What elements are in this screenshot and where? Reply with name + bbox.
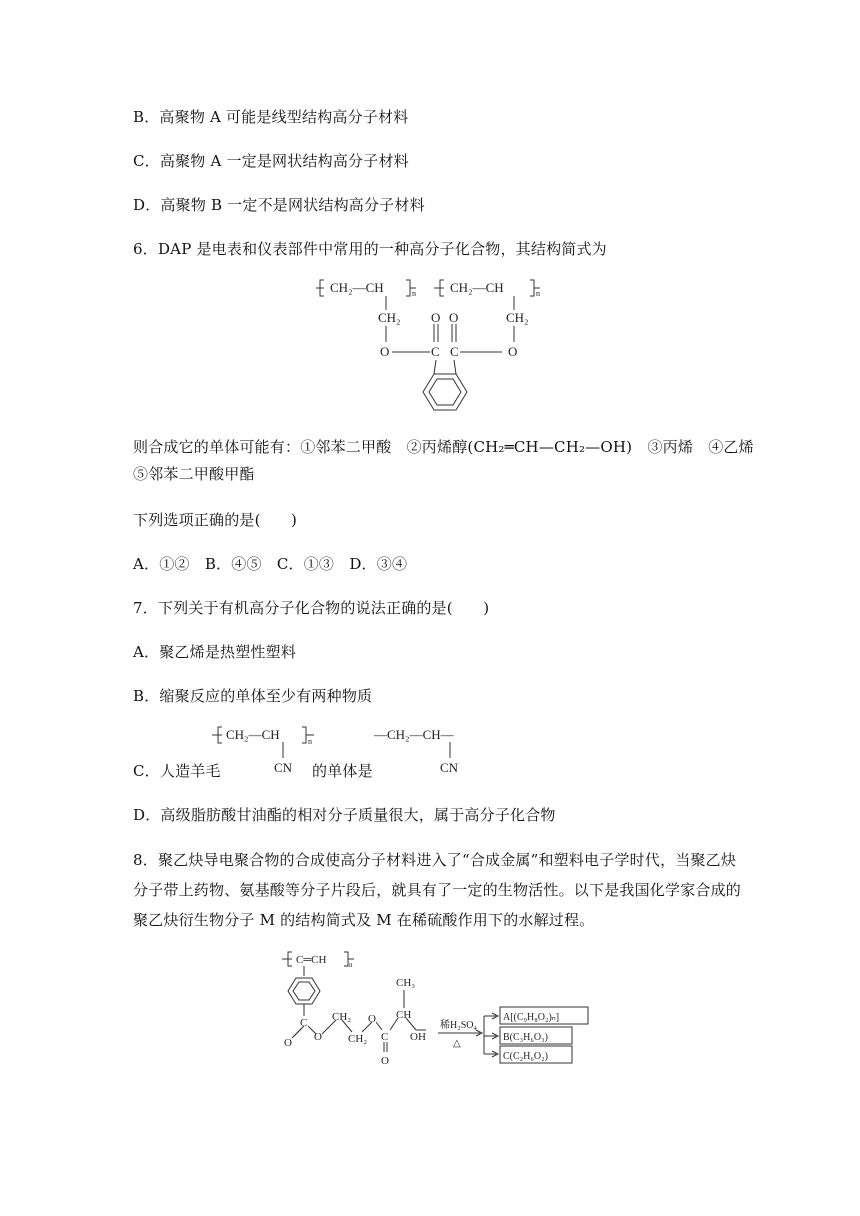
product-a: A[(C₉H₈O₂)ₙ] — [503, 1012, 560, 1023]
q5-option-d: D．高聚物 B 一定不是网状结构高分子材料 — [133, 196, 425, 214]
q6-stem: 6．DAP 是电表和仪表部件中常用的一种高分子化合物，其结构简式为 — [133, 240, 607, 258]
m-ester2-c: C — [381, 1031, 389, 1043]
monomer-cn: CN — [440, 760, 459, 775]
pan-cn: CN — [274, 760, 293, 775]
m-ch2-2: CH₂ — [348, 1033, 368, 1045]
m-n: n — [349, 961, 353, 969]
dap-right-unit: CH₂—CH — [450, 280, 504, 295]
heat-symbol: △ — [453, 1038, 461, 1049]
m-ch3: CH₃ — [396, 977, 416, 989]
m-ch2-1: CH₂ — [332, 1011, 352, 1023]
product-c: C(C₂H₆O₂) — [503, 1051, 548, 1062]
polymer-m-hydrolysis-scheme — [282, 944, 592, 1070]
pan-chain: CH₂—CH — [226, 727, 280, 742]
q7-option-c-middle: 的单体是 — [312, 762, 373, 780]
product-b: B(C₃H₆O₃) — [503, 1032, 548, 1043]
q8-line2: 分子带上药物、氨基酸等分子片段后，就具有了一定的生物活性。以下是我国化学家合成的 — [133, 881, 742, 899]
monomer-chain: —CH₂—CH— — [374, 727, 454, 742]
q8-line3: 聚乙炔衍生物分子 M 的结构简式及 M 在稀硫酸作用下的水解过程。 — [133, 911, 595, 929]
dap-carbon-1: C — [431, 344, 440, 359]
acrylonitrile-structure — [372, 722, 492, 782]
m-ether-o: O — [368, 1013, 376, 1025]
q7-option-a: A．聚乙烯是热塑性塑料 — [133, 643, 297, 661]
q5-option-c: C．高聚物 A 一定是网状结构高分子材料 — [133, 152, 409, 170]
q6-monomers-line2: ⑤邻苯二甲酸甲酯 — [133, 465, 255, 483]
m-ch: CH — [396, 1009, 412, 1021]
reagent-label: 稀H₂SO₄ — [440, 1020, 477, 1031]
pan-n: n — [308, 737, 312, 746]
m-oh: OH — [410, 1031, 426, 1043]
dap-left-o: O — [380, 344, 390, 359]
m-ester-carbonyl-o: O — [284, 1037, 292, 1049]
q8-line1: 8．聚乙炔导电聚合物的合成使高分子材料进入了“合成金属”和塑料电子学时代，当聚乙炔 — [133, 851, 737, 869]
dap-carbon-2: C — [450, 344, 459, 359]
dap-carbonyl-o-2: O — [449, 310, 459, 325]
dap-structure — [316, 274, 556, 414]
q6-prompt: 下列选项正确的是( ) — [133, 511, 298, 529]
dap-left-unit: CH₂—CH — [330, 280, 384, 295]
dap-left-n: n — [412, 289, 416, 298]
q7-option-c-prefix: C．人造羊毛 — [133, 762, 221, 780]
q7-option-b: B．缩聚反应的单体至少有两种物质 — [133, 687, 373, 705]
q5-option-b: B．高聚物 A 可能是线型结构高分子材料 — [133, 108, 409, 126]
dap-right-ch2: CH₂ — [506, 310, 529, 325]
m-ester-c: C — [300, 1017, 308, 1029]
polyacrylonitrile-structure — [212, 722, 322, 782]
m-ester2-o: O — [381, 1055, 389, 1067]
q7-option-d: D．高级脂肪酸甘油酯的相对分子质量很大，属于高分子化合物 — [133, 806, 556, 824]
m-ester-o: O — [314, 1031, 322, 1043]
q6-options: A．①② B．④⑤ C．①③ D．③④ — [133, 555, 408, 573]
dap-right-n: n — [536, 289, 540, 298]
dap-carbonyl-o-1: O — [431, 310, 441, 325]
q6-monomers-line1: 则合成它的单体可能有：①邻苯二甲酸 ②丙烯醇(CH₂═CH—CH₂—OH) ③丙烯 ④乙烯 — [133, 438, 754, 456]
q7-stem: 7．下列关于有机高分子化合物的说法正确的是( ) — [133, 599, 490, 617]
dap-right-o: O — [508, 344, 518, 359]
m-backbone: C═CH — [296, 954, 327, 966]
dap-left-ch2: CH₂ — [378, 310, 401, 325]
